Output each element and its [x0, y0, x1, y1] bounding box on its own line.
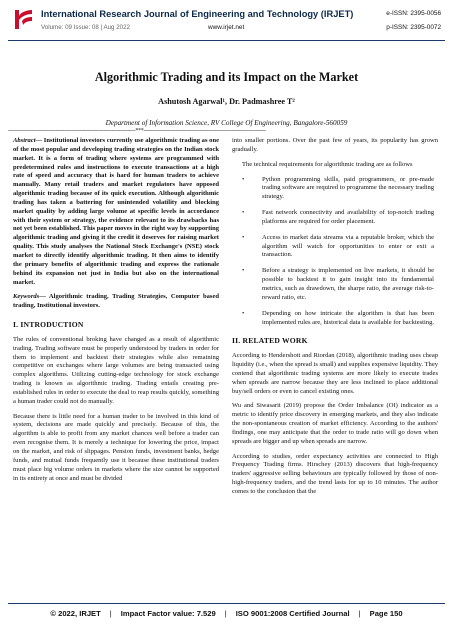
keywords-text: — Algorithmic trading, Trading Strategies, Computer based trading, Institutional investors. — [13, 293, 219, 310]
list-item: • Fast network connectivity and availability of top-notch trading platforms are required for order placement. — [242, 209, 434, 225]
bullet-icon: • — [242, 267, 245, 275]
related-work-heading: II. RELATED WORK — [232, 336, 308, 346]
bullet-icon: • — [242, 233, 245, 241]
body-paragraph: into smaller portions. Over the past few of years, its popularity has grown gradually. — [232, 137, 438, 153]
paper-title: Algorithmic Trading and its Impact on the Market — [94, 70, 359, 84]
volume-issue: Volume: 09 Issue: 08 | Aug 2022 — [41, 24, 130, 31]
footer-divider — [8, 603, 445, 604]
list-item: • Access to market data streams via a reputable broker, which the algorithm will watch for opportunities to enter or exit a transaction. — [242, 233, 434, 259]
right-column — [232, 137, 438, 497]
footer-separator: | — [109, 609, 112, 618]
abstract-label: Abstract— — [13, 137, 43, 144]
journal-name: International Research Journal of Engineering and Technology (IRJET) — [41, 9, 354, 19]
list-item: • Depending on how intricate the algorithm is that has been implemented rules are, historical data is available for backtesting. — [242, 309, 434, 326]
footer-copyright: © 2022, IRJET — [50, 609, 101, 618]
bullet-icon: • — [242, 209, 245, 217]
list-item: • Before a strategy is implemented on live markets, it should be possible to backtest it to gain insight into its fundamental metrics, such as drawdown, the sharpe ratio, the average risk-to-reward ratio, etc. — [242, 267, 434, 301]
section-separator: ---------------------------------------------------------------------------***------------------------------------------------------------------------ — [8, 128, 266, 134]
footer-iso: ISO 9001:2008 Certified Journal — [235, 609, 350, 618]
page-number: Page 150 — [369, 609, 403, 618]
introduction-paragraph: The rules of conventional broking have changed as a result of algorithmic trading. Trading software must be properly understood by traders in order for them to implement and backtest their strategies while also remaining competitive on exchanges where large volumes are being transacted using complex algorithms. Utilizing cutting-edge technology for stock exchange trading is known as algorithmic trading. Trading entails creating pre-established rules in order to execute the deal to reap results quickly, something a human trader could not do manually. — [13, 335, 219, 405]
author-affiliation: Department of Information Science, RV College Of Engineering, Bangalore-560059 — [105, 119, 348, 127]
footer-separator: | — [224, 609, 227, 618]
list-item: • Python programming skills, paid programmers, or pre-made trading software are required to programme the necessary trading strategy. — [242, 175, 434, 201]
requirements-intro: The technical requirements for algorithmic trading are as follows — [242, 160, 413, 168]
keywords-label: Keywords — [13, 293, 40, 301]
abstract — [13, 137, 219, 287]
journal-header — [8, 6, 445, 40]
related-work-paragraph: According to studies, order expectancy activities are connected to High Frequency Trading firms. Hirschey (2013) discovers that high-frequency traders' aggressive selling behaviours are typically followed by those of non-high-frequency traders, and the trend lasts for up to 10 minutes. The author comes to the conclusion that the — [232, 452, 438, 495]
footer-impact-factor: Impact Factor value: 7.529 — [120, 609, 216, 618]
paper-authors: Ashutosh Agarwal¹, Dr. Padmashree T² — [158, 97, 295, 106]
introduction-heading: I. INTRODUCTION — [13, 320, 84, 330]
e-issn: e-ISSN: 2395-0056 — [386, 10, 441, 17]
abstract-text: Institutional investors currently use algorithmic trading as one of the most popular and developing trading strategies on the Indian stock market. It is a form of trading where systems are programmed with predetermined rules and instructions to execute transactions at a high rate of speed and accuracy that is hard for human traders to achieve manually. Many retail traders and market regulators have opposed algorithmic trading because of its quick execution. Although algorithmic trading has taken a battering for unintended volatility and blocking market quality by adding large volume at specific levels in accordance with their system or strategy, the evidence relevant to its drawbacks has not yet been established. This paper moves in the right way by supporting algorithmic trading and giving it the credit it deserves for raising market quality. This study analyses the National Stock Exchange's (NSE) stock market to directly identify algorithmic trading. It then aims to identify the primary benefits of algorithmic trading and express the rationale behind its expansion not just in India but also on the international market. — [13, 137, 219, 286]
footer-separator: | — [358, 609, 361, 618]
header-divider — [8, 40, 445, 41]
bullet-icon: • — [242, 309, 245, 317]
related-work-paragraph: Wu and Siwasarit (2019) propose the Order Imbalance (OI) indicator as a metric to identify price discovery in emerging markets, and they also indicate the non-spontaneous creation of market efficiency. According to the authors' findings, one may anticipate that the order to trade ratio will go down when spreads are bigger and up when spreads are narrow. — [232, 402, 438, 445]
page-footer — [8, 609, 445, 618]
introduction-paragraph: Because there is little need for a human trader to be involved in this kind of system, decisions are made quickly and precisely. Because of this, the algorithm is able to profit from any market chances well before a trader can even recognise them. It is merely a technique for lowering the price, impact on the market, and risk of slippages. Pension funds, investment banks, hedge funds, and mutual funds frequently use it because these institutional traders must place big volume orders in markets where the size cannot be supported in its entirety at once and must be divided — [13, 412, 219, 482]
p-issn: p-ISSN: 2395-0072 — [386, 24, 441, 31]
requirements-list — [232, 176, 438, 328]
journal-website-link[interactable]: www.irjet.net — [208, 24, 245, 31]
left-column — [13, 137, 219, 483]
bullet-icon: • — [242, 175, 245, 183]
irjet-logo-icon — [10, 7, 36, 33]
keywords — [13, 293, 219, 311]
related-work-paragraph: According to Hendershott and Riordan (2018), algorithmic trading uses cheap liquidity (i.e., when the spread is small) and supplies expensive liquidity. They contend that algorithmic trading systems are more likely to execute trades when spreads are narrow because they are less inclined to place additional buy/sell orders or even to cancel existing ones. — [232, 352, 438, 395]
